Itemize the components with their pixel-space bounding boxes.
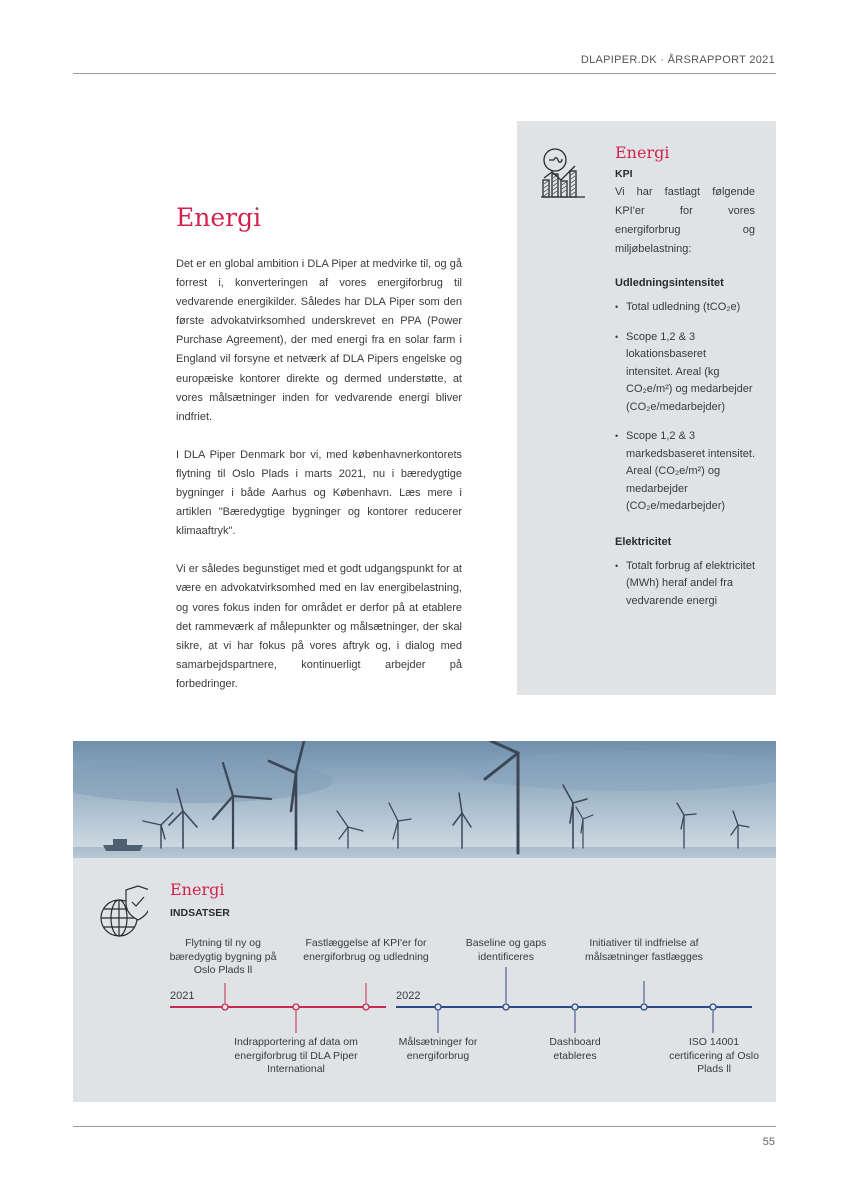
- body-text: [176, 255, 462, 713]
- kpi-title: Energi: [615, 143, 670, 162]
- timeline-marker: [503, 1004, 509, 1010]
- timeline-label: ISO 14001 certificering af Oslo Plads ll: [669, 1036, 759, 1075]
- initiatives-subtitle: INDSATSER: [170, 907, 230, 919]
- paragraph: I DLA Piper Denmark bor vi, med københavnerkontorets flytning til Oslo Plads i marts 2021, nu i bæredygtige bygninger i både Aarhus og København. Læs mere i artiklen "Bæredygtige bygninger og kontorer reducerer klimaaftryk".: [176, 448, 462, 538]
- timeline-marker: [435, 1004, 441, 1010]
- wind-farm-photo: [73, 741, 776, 858]
- timeline-label: Initiativer til indfrielse af målsætninger fastlægges: [585, 937, 703, 963]
- timeline-label: Dashboard etableres: [549, 1036, 601, 1062]
- kpi-subtitle: KPI: [615, 168, 633, 180]
- page-header: DLAPIPER.DK · ÅRSRAPPORT 2021: [580, 54, 775, 66]
- kpi-list-item: • Scope 1,2 & 3 lokationsbaseret intensitet. Areal (kg CO₂e/m²) og medarbejder (CO₂e/medarbejder): [615, 329, 755, 417]
- timeline-marker: [641, 1004, 647, 1010]
- timeline-marker: [222, 1004, 228, 1010]
- timeline-marker: [572, 1004, 578, 1010]
- timeline-marker: [293, 1004, 299, 1010]
- page-number: 55: [762, 1136, 775, 1148]
- kpi-section-heading: Udledningsintensitet: [615, 277, 724, 289]
- globe-check-icon: [98, 885, 148, 941]
- timeline-label: Baseline og gaps identificeres: [465, 937, 547, 963]
- header-divider: [73, 73, 776, 74]
- kpi-list: [615, 299, 755, 516]
- year-label: 2021: [170, 990, 195, 1002]
- kpi-list-item: • Totalt forbrug af elektricitet (MWh) heraf andel fra vedvarende energi: [615, 558, 755, 611]
- timeline-marker: [363, 1004, 369, 1010]
- timeline-marker: [710, 1004, 716, 1010]
- timeline-label: Indrapportering af data om energiforbrug til DLA Piper International: [234, 1036, 358, 1075]
- timeline-label: Flytning til ny og bæredygtig bygning på Oslo Plads ll: [169, 937, 277, 976]
- kpi-intro: Vi har fastlagt følgende KPI'er for vores energiforbrug og miljøbelastning:: [615, 186, 755, 255]
- footer-divider: [73, 1126, 776, 1127]
- kpi-content: [615, 143, 755, 630]
- kpi-list-item: • Total udledning (tCO₂e): [615, 299, 755, 317]
- kpi-panel: [517, 121, 776, 695]
- kpi-list-item: • Scope 1,2 & 3 markedsbaseret intensitet. Areal (CO₂e/m²) og medarbejder (CO₂e/medarbejder): [615, 428, 755, 516]
- timeline-label: Målsætninger for energiforbrug: [398, 1036, 478, 1062]
- paragraph: Vi er således begunstiget med et godt udgangspunkt for at være en advokatvirksomhed med en lav energibelastning, og vores fokus inden for området er derfor på at etablere det rammeværk af målepunkter og målsætninger, der skal sikre, at vi har fokus på vores aftryk og, i dialog med samarbejdspartnere, kontinuerligt arbejder på forbedringer.: [176, 563, 462, 690]
- timeline-label: Fastlæggelse af KPI'er for energiforbrug og udledning: [303, 937, 429, 963]
- timeline: [160, 975, 760, 1040]
- initiatives-title: Energi: [170, 880, 225, 899]
- kpi-list: [615, 558, 755, 611]
- page-title: Energi: [176, 203, 262, 232]
- energy-chart-icon: [539, 147, 587, 199]
- kpi-section-heading: Elektricitet: [615, 535, 672, 548]
- paragraph: Det er en global ambition i DLA Piper at medvirke til, og gå forrest i, konverteringen af vores energiforbrug til vedvarende energikilder. Således har DLA Piper som den første advokatvirksomhed underskrevet en PPA (Power Purchase Agreement), der med energi fra en solar farm i England vil forsyne et netværk af DLA Pipers engelske og europæiske kontorer direkte og dermed understøtte, at vores målsætninger inden for vedvarende energi bliver indfriet.: [176, 258, 462, 423]
- year-label: 2022: [396, 990, 421, 1002]
